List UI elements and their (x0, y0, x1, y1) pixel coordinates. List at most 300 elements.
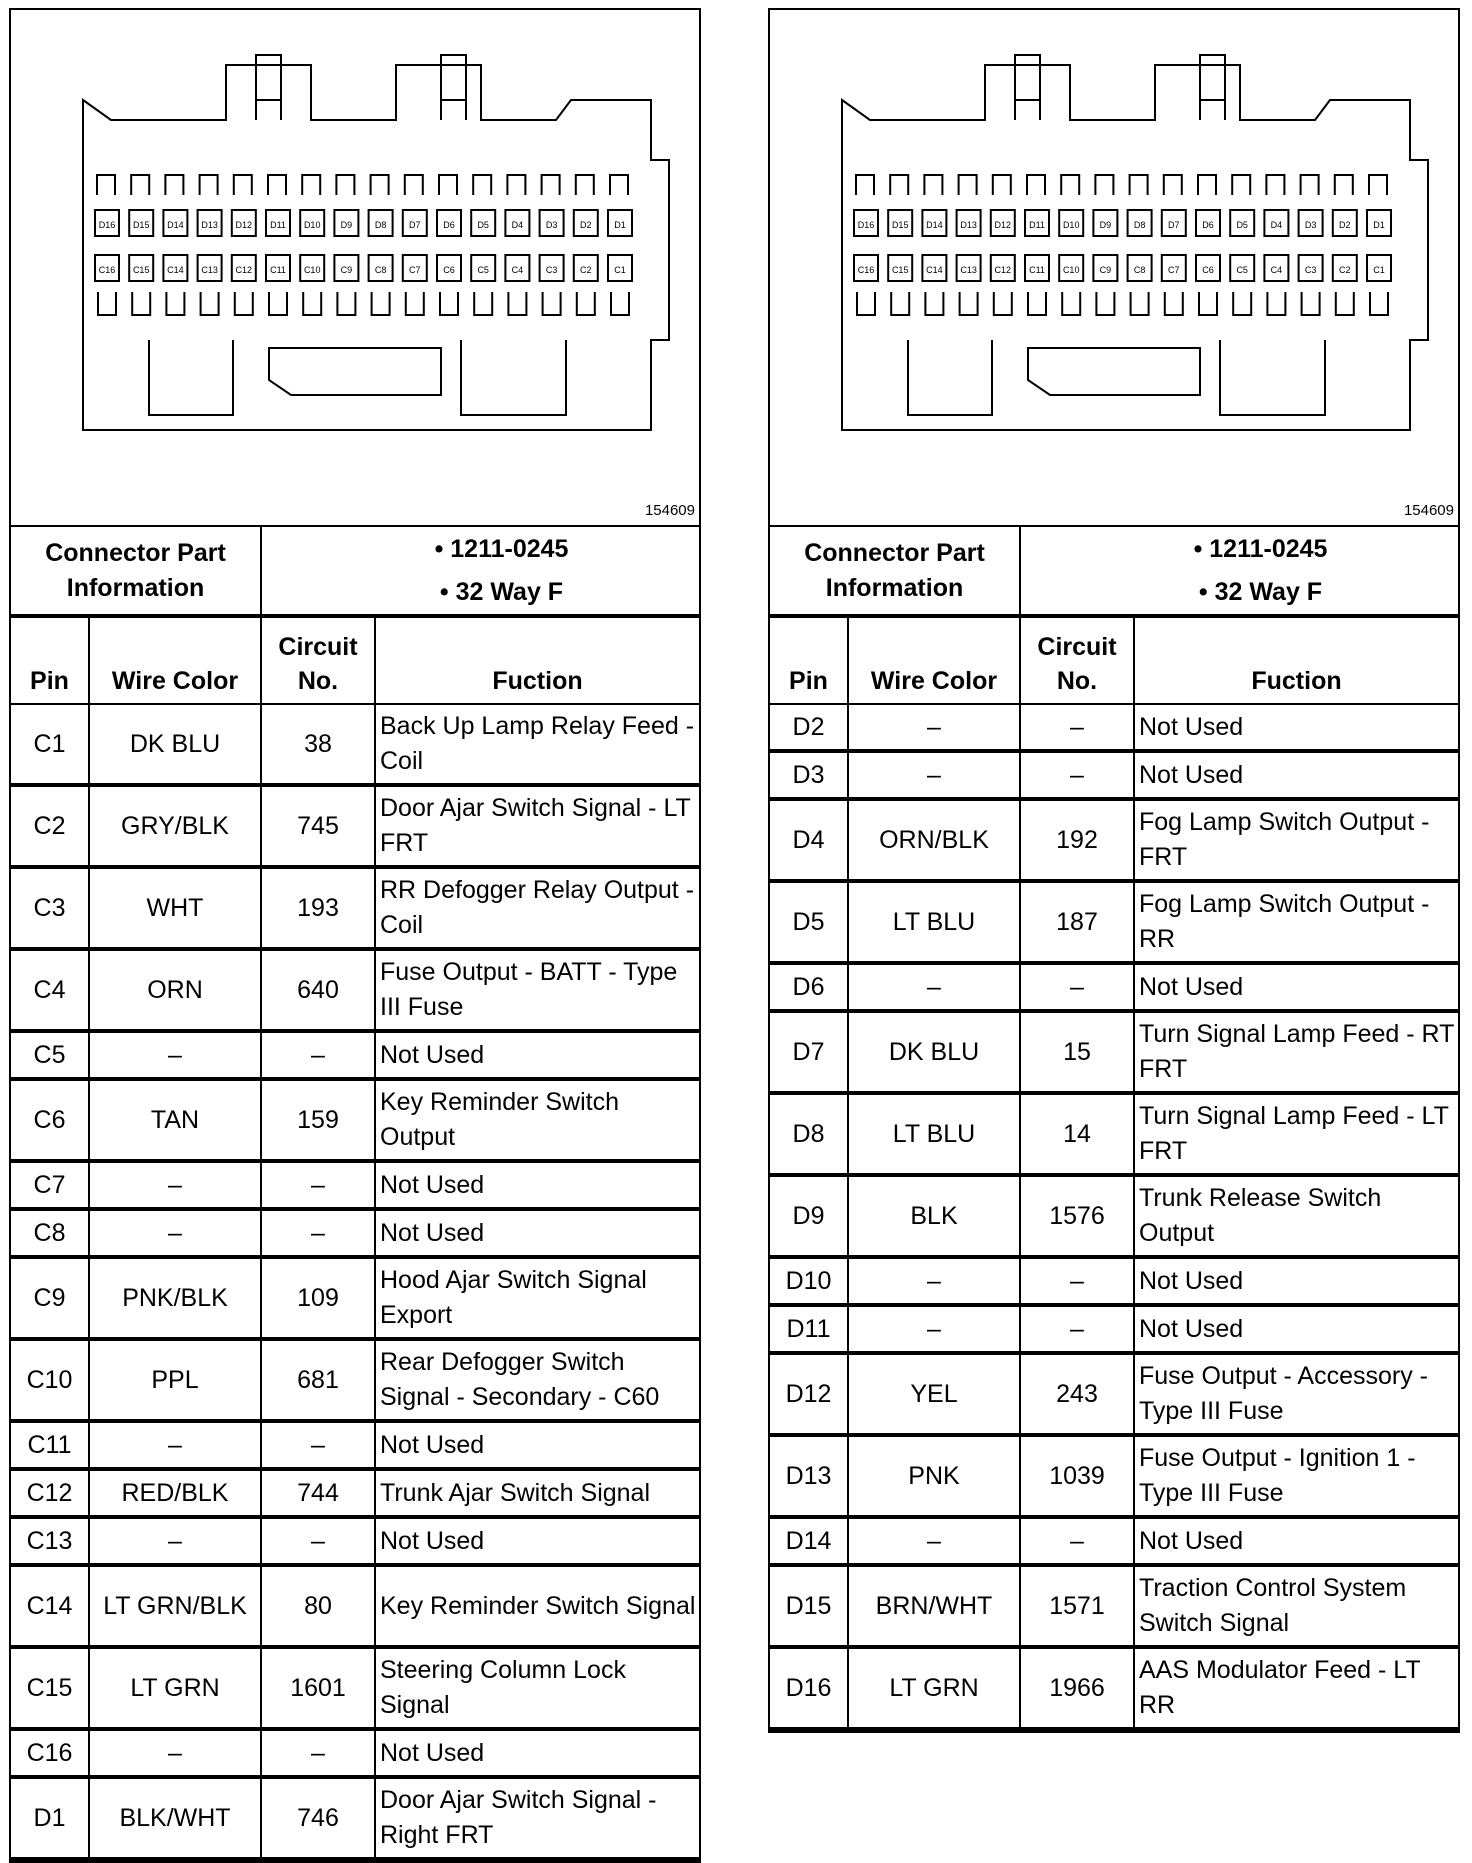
pin-cell: D1 (11, 1777, 89, 1859)
function-cell: Fuse Output - Accessory - Type III Fuse (1134, 1353, 1458, 1435)
pin-cell: D14 (770, 1517, 848, 1565)
pin-latch (405, 175, 423, 195)
circuit-no-cell: 159 (261, 1079, 375, 1161)
table-row (11, 1257, 699, 1339)
pin-latch (1233, 292, 1251, 315)
function-cell: Door Ajar Switch Signal - Right FRT (375, 1777, 699, 1859)
pin-latch (959, 175, 977, 195)
circuit-no-cell: – (1020, 704, 1134, 751)
circuit-no-cell: 746 (261, 1777, 375, 1859)
pin-label: C11 (1029, 265, 1045, 275)
connector-housing (83, 65, 669, 430)
function-cell: Turn Signal Lamp Feed - RT FRT (1134, 1011, 1458, 1093)
circuit-no-cell: 681 (261, 1339, 375, 1421)
pin-label: D10 (1062, 220, 1080, 230)
table-row (770, 1093, 1458, 1175)
pin-cell: D13 (770, 1435, 848, 1517)
table-row (11, 704, 699, 785)
table-row (770, 963, 1458, 1011)
connector-info-table (770, 527, 1458, 618)
col-header-circuit-no: Circuit No. (1020, 618, 1134, 704)
circuit-no-cell: 744 (261, 1469, 375, 1517)
pin-label: C7 (409, 265, 421, 275)
wire-color-cell: DK BLU (848, 1011, 1020, 1093)
pin-latch (611, 292, 629, 315)
col-header-wire-color: Wire Color (848, 618, 1020, 704)
table-row (770, 1517, 1458, 1565)
pin-cell: C6 (11, 1079, 89, 1161)
pin-latch (890, 175, 908, 195)
pin-cell: D15 (770, 1565, 848, 1647)
connector-keyways (149, 340, 566, 415)
pin-label: C14 (167, 265, 184, 275)
pin-label: D8 (1133, 220, 1146, 230)
table-row (11, 1469, 699, 1517)
pin-label: C12 (235, 265, 253, 275)
pin-label: D16 (857, 220, 875, 230)
pin-latch (1164, 175, 1182, 195)
pin-cell: C16 (11, 1729, 89, 1777)
pin-latch (542, 175, 560, 195)
table-row (11, 1777, 699, 1859)
table-row (11, 1565, 699, 1647)
pin-label: D10 (303, 220, 321, 230)
pin-label: C6 (443, 265, 455, 275)
col-header-function: Fuction (1134, 618, 1458, 704)
pin-cell: D11 (770, 1305, 848, 1353)
pin-cell: C13 (11, 1517, 89, 1565)
table-row (770, 1353, 1458, 1435)
pinout-table (770, 618, 1458, 1731)
pin-label: D7 (409, 220, 421, 230)
connector-panel-left (9, 8, 701, 1863)
wire-color-cell: TAN (89, 1079, 261, 1161)
table-row (11, 867, 699, 949)
circuit-no-cell: 1571 (1020, 1565, 1134, 1647)
pin-latch (543, 292, 561, 315)
pin-latch (268, 175, 286, 195)
function-cell: Fuse Output - BATT - Type III Fuse (375, 949, 699, 1031)
part-number: • 1211-0245 (434, 534, 569, 563)
pin-label: D2 (1339, 220, 1351, 230)
pin-label: D15 (132, 220, 150, 230)
wire-color-cell: LT BLU (848, 881, 1020, 963)
connector-keyways (908, 340, 1325, 415)
pin-cell: C14 (11, 1565, 89, 1647)
circuit-no-cell: 38 (261, 704, 375, 785)
pin-label: C4 (1270, 265, 1283, 275)
table-row (11, 1517, 699, 1565)
pin-label: C11 (270, 265, 286, 275)
wire-color-cell: – (89, 1729, 261, 1777)
function-cell: Fuse Output - Ignition 1 - Type III Fuse (1134, 1435, 1458, 1517)
circuit-no-cell: – (261, 1729, 375, 1777)
wire-color-cell: BRN/WHT (848, 1565, 1020, 1647)
col-header-function: Fuction (375, 618, 699, 704)
pin-latch (201, 292, 219, 315)
pin-label: D13 (960, 220, 977, 230)
circuit-no-cell: 1601 (261, 1647, 375, 1729)
pinout-table (11, 618, 699, 1861)
connector-type: • 32 Way F (1198, 577, 1323, 606)
pin-label: D11 (1029, 220, 1045, 230)
table-row (770, 1565, 1458, 1647)
circuit-no-cell: – (1020, 1517, 1134, 1565)
table-row (770, 1257, 1458, 1305)
pin-cell: C9 (11, 1257, 89, 1339)
wire-color-cell: WHT (89, 867, 261, 949)
pin-label: D1 (1373, 220, 1385, 230)
pin-latch (439, 175, 457, 195)
circuit-no-cell: 109 (261, 1257, 375, 1339)
table-row (770, 881, 1458, 963)
pin-latch (200, 175, 218, 195)
pin-latch (336, 175, 354, 195)
pin-latch (97, 175, 115, 195)
wire-color-cell: LT GRN/BLK (89, 1565, 261, 1647)
table-row (770, 1435, 1458, 1517)
pin-label: D11 (270, 220, 286, 230)
pin-cell: D12 (770, 1353, 848, 1435)
pin-latch (234, 175, 252, 195)
pin-latch (508, 292, 526, 315)
wire-color-cell: LT BLU (848, 1093, 1020, 1175)
pin-label: D9 (340, 220, 353, 230)
wire-color-cell: RED/BLK (89, 1469, 261, 1517)
pin-latch (576, 175, 594, 195)
pin-label: C7 (1168, 265, 1180, 275)
wire-color-cell: – (848, 1517, 1020, 1565)
wire-color-cell: – (848, 963, 1020, 1011)
table-row (11, 785, 699, 867)
pin-label: D1 (614, 220, 626, 230)
pin-latch (891, 292, 909, 315)
pin-cell: D8 (770, 1093, 848, 1175)
wire-color-cell: ORN (89, 949, 261, 1031)
pin-label: C10 (303, 265, 321, 275)
function-cell: Not Used (375, 1421, 699, 1469)
table-row (11, 1209, 699, 1257)
pin-latch (132, 292, 150, 315)
wire-color-cell: – (848, 704, 1020, 751)
function-cell: Door Ajar Switch Signal - LT FRT (375, 785, 699, 867)
figure-number: 154609 (1403, 502, 1454, 519)
function-cell: Not Used (375, 1031, 699, 1079)
pin-label: C9 (1099, 265, 1112, 275)
pin-label: C3 (545, 265, 558, 275)
pin-cell: D6 (770, 963, 848, 1011)
pin-latch (474, 292, 492, 315)
pin-latch (1267, 292, 1285, 315)
wire-color-cell: PNK (848, 1435, 1020, 1517)
pin-label: D5 (1236, 220, 1248, 230)
pin-label: C13 (201, 265, 218, 275)
circuit-no-cell: – (261, 1031, 375, 1079)
circuit-no-cell: 193 (261, 867, 375, 949)
pin-latch (131, 175, 149, 195)
pin-latch (1062, 292, 1080, 315)
pin-latch (235, 292, 253, 315)
pin-label: C14 (926, 265, 943, 275)
connector-panel-right (768, 8, 1460, 1733)
pin-latch (371, 175, 389, 195)
wire-color-cell: – (848, 1257, 1020, 1305)
wire-color-cell: – (89, 1209, 261, 1257)
wire-color-cell: YEL (848, 1353, 1020, 1435)
pin-cell: D2 (770, 704, 848, 751)
pin-label: C16 (98, 265, 116, 275)
circuit-no-cell: – (261, 1161, 375, 1209)
circuit-no-cell: – (1020, 963, 1134, 1011)
circuit-no-cell: 187 (1020, 881, 1134, 963)
circuit-no-cell: 80 (261, 1565, 375, 1647)
wire-color-cell: – (89, 1517, 261, 1565)
col-header-circuit-no: Circuit No. (261, 618, 375, 704)
pin-label: C2 (1339, 265, 1351, 275)
table-row (770, 1175, 1458, 1257)
pin-latch (269, 292, 287, 315)
connector-type: • 32 Way F (439, 577, 564, 606)
circuit-no-cell: 1576 (1020, 1175, 1134, 1257)
pin-cell: D3 (770, 751, 848, 799)
function-cell: Back Up Lamp Relay Feed - Coil (375, 704, 699, 785)
circuit-no-cell: 1039 (1020, 1435, 1134, 1517)
circuit-no-cell: 14 (1020, 1093, 1134, 1175)
pin-latch (1096, 292, 1114, 315)
wire-color-cell: – (89, 1031, 261, 1079)
pin-label: D16 (98, 220, 116, 230)
pin-latch (993, 175, 1011, 195)
pin-label: D4 (1270, 220, 1283, 230)
function-cell: Fog Lamp Switch Output - FRT (1134, 799, 1458, 881)
pin-latch (165, 175, 183, 195)
circuit-no-cell: 745 (261, 785, 375, 867)
pin-label: D13 (201, 220, 218, 230)
function-cell: Hood Ajar Switch Signal Export (375, 1257, 699, 1339)
function-cell: Steering Column Lock Signal (375, 1647, 699, 1729)
wire-color-cell: BLK/WHT (89, 1777, 261, 1859)
table-row (11, 1647, 699, 1729)
circuit-no-cell: – (1020, 751, 1134, 799)
pin-latch (406, 292, 424, 315)
col-header-wire-color: Wire Color (89, 618, 261, 704)
pin-latch (924, 175, 942, 195)
pin-cell: C3 (11, 867, 89, 949)
pin-label: C2 (580, 265, 592, 275)
circuit-no-cell: 15 (1020, 1011, 1134, 1093)
pin-label: D5 (477, 220, 489, 230)
function-cell: Rear Defogger Switch Signal - Secondary - C60 (375, 1339, 699, 1421)
connector-housing (842, 65, 1428, 430)
pin-latch (98, 292, 116, 315)
pin-cell: C1 (11, 704, 89, 785)
part-number: • 1211-0245 (1193, 534, 1328, 563)
pin-latch (1370, 292, 1388, 315)
function-cell: Not Used (375, 1517, 699, 1565)
pin-latch (303, 292, 321, 315)
function-cell: Not Used (1134, 963, 1458, 1011)
pin-latch (473, 175, 491, 195)
table-row (11, 949, 699, 1031)
pin-label: C5 (477, 265, 489, 275)
function-cell: Not Used (1134, 1305, 1458, 1353)
pin-latch (507, 175, 525, 195)
pin-latch (1095, 175, 1113, 195)
wire-color-cell: – (89, 1421, 261, 1469)
pin-label: C16 (857, 265, 875, 275)
pin-latch (925, 292, 943, 315)
pin-label: C8 (1133, 265, 1146, 275)
pin-latch (372, 292, 390, 315)
circuit-no-cell: 1966 (1020, 1647, 1134, 1729)
pin-latch (302, 175, 320, 195)
table-row (770, 704, 1458, 751)
function-cell: Key Reminder Switch Output (375, 1079, 699, 1161)
function-cell: Fog Lamp Switch Output - RR (1134, 881, 1458, 963)
pinout-rows (770, 704, 1458, 1729)
wire-color-cell: BLK (848, 1175, 1020, 1257)
pin-latch (1130, 175, 1148, 195)
pin-latch (166, 292, 184, 315)
pin-label: D8 (374, 220, 387, 230)
function-cell: Not Used (375, 1729, 699, 1777)
function-cell: Not Used (1134, 1257, 1458, 1305)
table-row (770, 799, 1458, 881)
pin-label: D3 (545, 220, 558, 230)
pin-latch (856, 175, 874, 195)
wire-color-cell: – (89, 1161, 261, 1209)
pin-label: D12 (994, 220, 1012, 230)
table-row (770, 1011, 1458, 1093)
pin-latch (1369, 175, 1387, 195)
wire-color-cell: PNK/BLK (89, 1257, 261, 1339)
pin-latch (1232, 175, 1250, 195)
pin-label: D14 (926, 220, 943, 230)
connector-face-drawing (11, 10, 699, 523)
pin-latch (610, 175, 628, 195)
connector-info-table (11, 527, 699, 618)
connector-info-label: Connector Part Information (11, 527, 261, 616)
circuit-no-cell: – (261, 1517, 375, 1565)
pin-cell: C5 (11, 1031, 89, 1079)
pin-cell: C2 (11, 785, 89, 867)
circuit-no-cell: 243 (1020, 1353, 1134, 1435)
wire-color-cell: GRY/BLK (89, 785, 261, 867)
pin-latch (1336, 292, 1354, 315)
pin-label: C15 (891, 265, 909, 275)
function-cell: Not Used (1134, 1517, 1458, 1565)
pin-latch (1061, 175, 1079, 195)
wire-color-cell: DK BLU (89, 704, 261, 785)
pin-label: C15 (132, 265, 150, 275)
function-cell: Not Used (375, 1209, 699, 1257)
pin-latch (1301, 175, 1319, 195)
circuit-no-cell: – (261, 1421, 375, 1469)
pin-label: C1 (1373, 265, 1385, 275)
pin-latch (337, 292, 355, 315)
pin-latch (1027, 175, 1045, 195)
circuit-no-cell: – (1020, 1305, 1134, 1353)
pin-cell: C7 (11, 1161, 89, 1209)
pin-latch (1335, 175, 1353, 195)
function-cell: Traction Control System Switch Signal (1134, 1565, 1458, 1647)
wire-color-cell: ORN/BLK (848, 799, 1020, 881)
pin-label: D9 (1099, 220, 1112, 230)
connector-face-drawing (770, 10, 1458, 523)
pin-cell: C4 (11, 949, 89, 1031)
pin-latch (1266, 175, 1284, 195)
function-cell: Not Used (375, 1161, 699, 1209)
pin-latch (577, 292, 595, 315)
figure-number: 154609 (644, 502, 695, 519)
table-row (11, 1079, 699, 1161)
table-row (770, 751, 1458, 799)
pin-label: D3 (1304, 220, 1317, 230)
pin-label: C8 (374, 265, 387, 275)
pin-label: C1 (614, 265, 626, 275)
pin-cell: D9 (770, 1175, 848, 1257)
pin-label: D2 (580, 220, 592, 230)
circuit-no-cell: – (261, 1209, 375, 1257)
function-cell: Turn Signal Lamp Feed - LT FRT (1134, 1093, 1458, 1175)
connector-diagram (770, 10, 1458, 527)
connector-diagram (11, 10, 699, 527)
pin-cell: C11 (11, 1421, 89, 1469)
function-cell: Not Used (1134, 751, 1458, 799)
pin-cell: D4 (770, 799, 848, 881)
connector-info-label: Connector Part Information (770, 527, 1020, 616)
pin-latch (994, 292, 1012, 315)
pin-cell: C12 (11, 1469, 89, 1517)
pin-cell: D7 (770, 1011, 848, 1093)
table-row (11, 1161, 699, 1209)
pin-latch (1028, 292, 1046, 315)
table-row (11, 1031, 699, 1079)
pin-cell: D16 (770, 1647, 848, 1729)
pin-latch (857, 292, 875, 315)
wire-color-cell: – (848, 1305, 1020, 1353)
circuit-no-cell: – (1020, 1257, 1134, 1305)
pin-cell: C15 (11, 1647, 89, 1729)
pin-latch (1198, 175, 1216, 195)
pin-latch (1131, 292, 1149, 315)
pin-latch (1302, 292, 1320, 315)
pin-label: D14 (167, 220, 184, 230)
wire-color-cell: LT GRN (848, 1647, 1020, 1729)
table-row (11, 1729, 699, 1777)
pin-label: D6 (443, 220, 455, 230)
pin-cell: D10 (770, 1257, 848, 1305)
pin-cell: C10 (11, 1339, 89, 1421)
function-cell: AAS Modulator Feed - LT RR (1134, 1647, 1458, 1729)
pin-label: C6 (1202, 265, 1214, 275)
col-header-pin: Pin (11, 618, 89, 704)
pin-cell: D5 (770, 881, 848, 963)
table-row (11, 1421, 699, 1469)
pin-label: D12 (235, 220, 253, 230)
pin-latch (1199, 292, 1217, 315)
pin-label: C12 (994, 265, 1012, 275)
pin-label: C9 (340, 265, 353, 275)
pin-label: C5 (1236, 265, 1248, 275)
function-cell: RR Defogger Relay Output - Coil (375, 867, 699, 949)
function-cell: Trunk Release Switch Output (1134, 1175, 1458, 1257)
pinout-rows (11, 704, 699, 1859)
function-cell: Trunk Ajar Switch Signal (375, 1469, 699, 1517)
pin-latch (440, 292, 458, 315)
table-row (770, 1647, 1458, 1729)
pin-cell: C8 (11, 1209, 89, 1257)
